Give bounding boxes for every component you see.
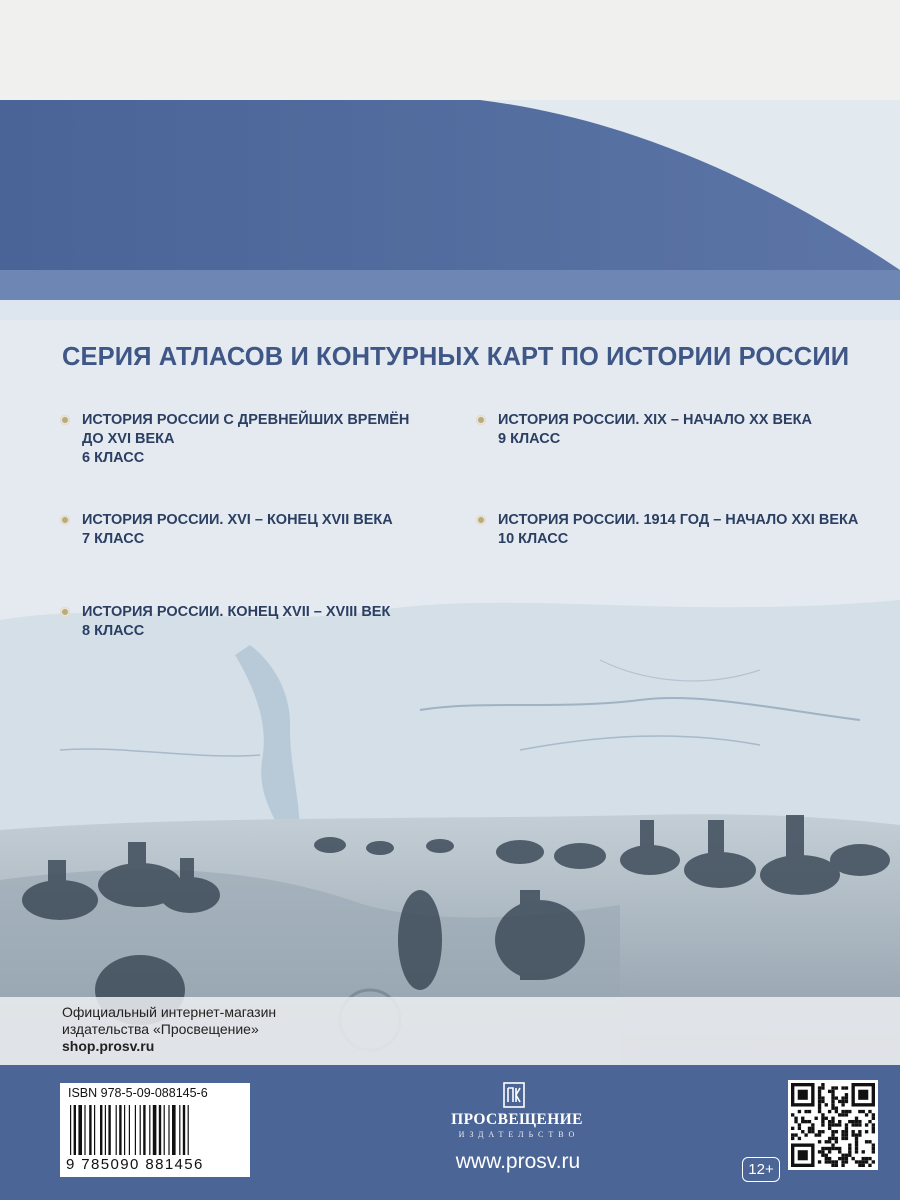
book-grade: 7 КЛАСС: [82, 531, 145, 547]
book-list-item: [498, 511, 858, 549]
shop-text: Официальный интернет-магазин: [62, 1004, 277, 1020]
book-grade: 9 КЛАСС: [498, 431, 561, 447]
book-title-line: ИСТОРИЯ РОССИИ. КОНЕЦ XVII – XVIII ВЕК: [82, 604, 391, 620]
barcode-image: [68, 1105, 244, 1155]
book-grade: 10 КЛАСС: [498, 531, 569, 547]
book-list-item: [498, 411, 812, 449]
publisher-subtitle: ИЗДАТЕЛЬСТВО: [458, 1130, 580, 1139]
book-title-line: ИСТОРИЯ РОССИИ. XVI – КОНЕЦ XVII ВЕКА: [82, 512, 393, 528]
book-grade: 8 КЛАСС: [82, 623, 145, 639]
barcode-digits: 9 785090 881456: [66, 1156, 204, 1173]
publisher-website-link[interactable]: www.prosv.ru: [455, 1150, 581, 1173]
bullet-icon: [476, 515, 486, 525]
bullet-icon: [60, 415, 70, 425]
book-title-line: ИСТОРИЯ РОССИИ. XIX – НАЧАЛО XX ВЕКА: [498, 412, 812, 428]
book-title-line: ИСТОРИЯ РОССИИ. 1914 ГОД – НАЧАЛО XXI ВЕКА: [498, 512, 859, 528]
shop-url-link[interactable]: shop.prosv.ru: [62, 1038, 155, 1054]
publisher-name: ПРОСВЕЩЕНИЕ: [451, 1111, 583, 1128]
publisher-logo-icon: [503, 1082, 525, 1108]
book-title-line: ДО XVI ВЕКА: [82, 431, 175, 447]
book-title-line: ИСТОРИЯ РОССИИ С ДРЕВНЕЙШИХ ВРЕМЁН: [82, 412, 410, 428]
book-list-item: [82, 511, 393, 549]
series-title: СЕРИЯ АТЛАСОВ И КОНТУРНЫХ КАРТ ПО ИСТОРИИ РОССИИ: [62, 343, 850, 371]
bullet-icon: [476, 415, 486, 425]
shop-publisher-text: издательства «Просвещение»: [62, 1021, 259, 1037]
qr-code-image[interactable]: [788, 1080, 878, 1170]
book-grade: 6 КЛАСС: [82, 450, 145, 466]
blue-arc-band: [0, 0, 900, 320]
age-rating-badge: 12+: [742, 1157, 780, 1182]
bullet-icon: [60, 515, 70, 525]
bullet-icon: [60, 607, 70, 617]
book-list-item: [82, 411, 409, 468]
book-list-item: [82, 603, 390, 641]
isbn-barcode-box: [60, 1083, 250, 1177]
isbn-text: ISBN 978-5-09-088145-6: [68, 1086, 208, 1100]
